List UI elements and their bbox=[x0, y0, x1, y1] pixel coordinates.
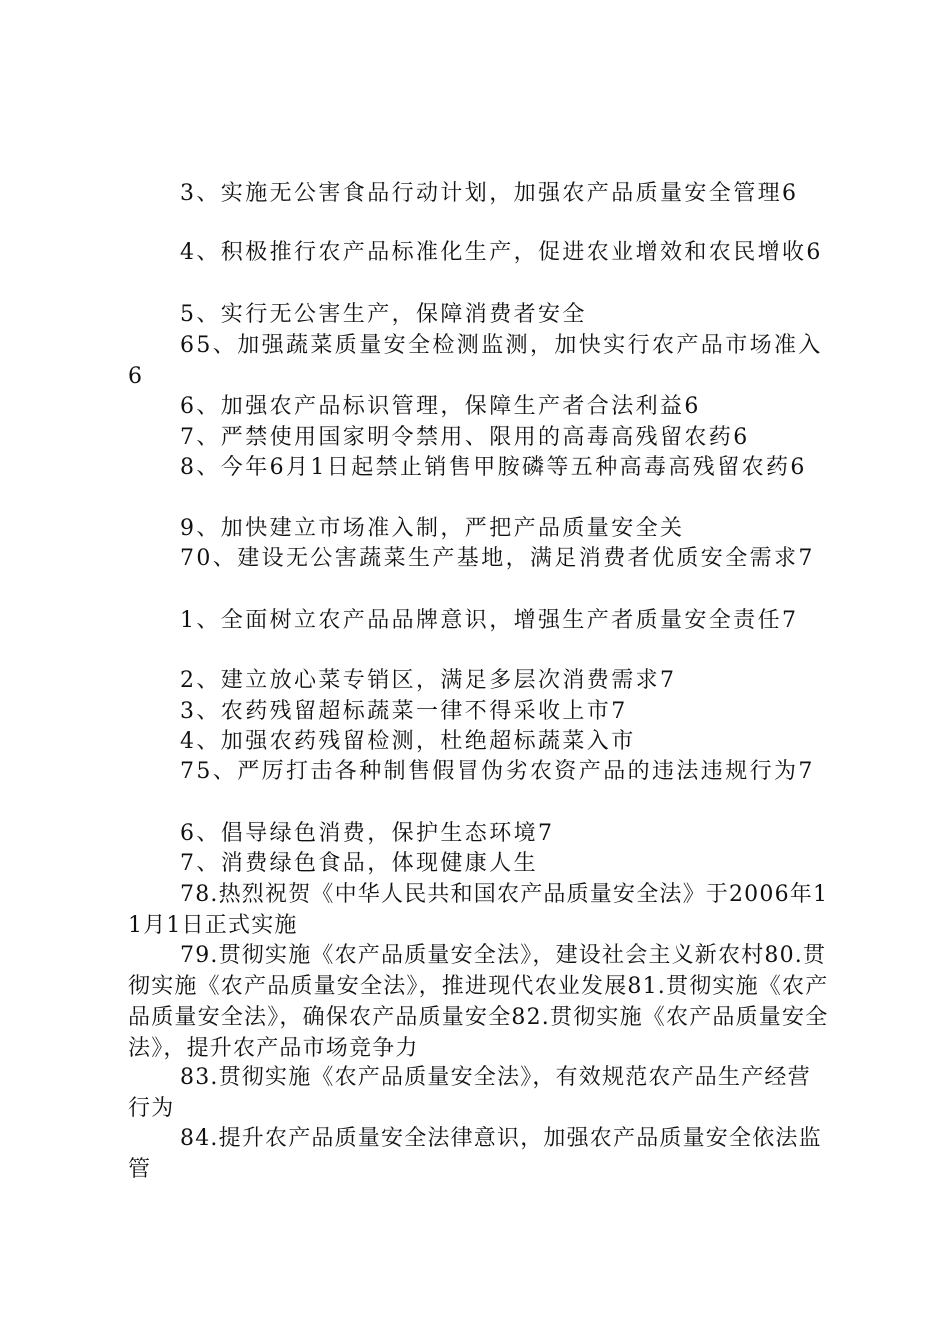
paragraph-item-5: 5、实行无公害生产，保障消费者安全 bbox=[180, 302, 587, 327]
paragraph-item-7b: 7、消费绿色食品，体现健康人生 bbox=[180, 851, 538, 876]
paragraph-item-84: 84.提升农产品质量安全法律意识，加强农产品质量安全依法监管 bbox=[128, 1126, 822, 1182]
paragraph-item-7: 7、严禁使用国家明令禁用、限用的高毒高残留农药6 bbox=[180, 425, 750, 450]
paragraph-item-65: 65、加强蔬菜质量安全检测监测，加快实行农产品市场准入6 bbox=[128, 333, 823, 389]
paragraph-item-8: 8、今年6月1日起禁止销售甲胺磷等五种高毒高残留农药6 bbox=[180, 455, 807, 480]
paragraph-item-4b: 4、加强农药残留检测，杜绝超标蔬菜入市 bbox=[180, 729, 636, 754]
paragraph-item-9: 9、加快建立市场准入制，严把产品质量安全关 bbox=[180, 516, 685, 541]
paragraph-item-70: 70、建设无公害蔬菜生产基地，满足消费者优质安全需求7 bbox=[180, 546, 815, 571]
paragraph-item-78: 78.热烈祝贺《中华人民共和国农产品质量安全法》于2006年11月1日正式实施 bbox=[128, 882, 829, 938]
paragraph-item-3b: 3、农药残留超标蔬菜一律不得采收上市7 bbox=[180, 699, 628, 724]
paragraph-item-3: 3、实施无公害食品行动计划，加强农产品质量安全管理6 bbox=[180, 181, 799, 206]
paragraph-item-6b: 6、倡导绿色消费，保护生态环境7 bbox=[180, 821, 555, 846]
paragraph-item-1: 1、全面树立农产品品牌意识，增强生产者质量安全责任7 bbox=[180, 608, 799, 633]
paragraph-item-4: 4、积极推行农产品标准化生产，促进农业增效和农民增收6 bbox=[180, 240, 823, 265]
paragraph-item-6: 6、加强农产品标识管理，保障生产者合法利益6 bbox=[180, 394, 701, 419]
paragraph-item-79-82: 79.贯彻实施《农产品质量安全法》，建设社会主义新农村80.贯彻实施《农产品质量安全法》，推进现代农业发展81.贯彻实施《农产品质量安全法》，确保农产品质量安全82.贯彻实施《农产品质量安全法》，提升农产品市场竞争力 bbox=[128, 943, 829, 1061]
paragraph-item-75: 75、严厉打击各种制售假冒伪劣农资产品的违法违规行为7 bbox=[180, 759, 815, 784]
paragraph-item-2: 2、建立放心菜专销区，满足多层次消费需求7 bbox=[180, 668, 677, 693]
paragraph-item-83: 83.贯彻实施《农产品质量安全法》，有效规范农产品生产经营行为 bbox=[128, 1065, 811, 1121]
